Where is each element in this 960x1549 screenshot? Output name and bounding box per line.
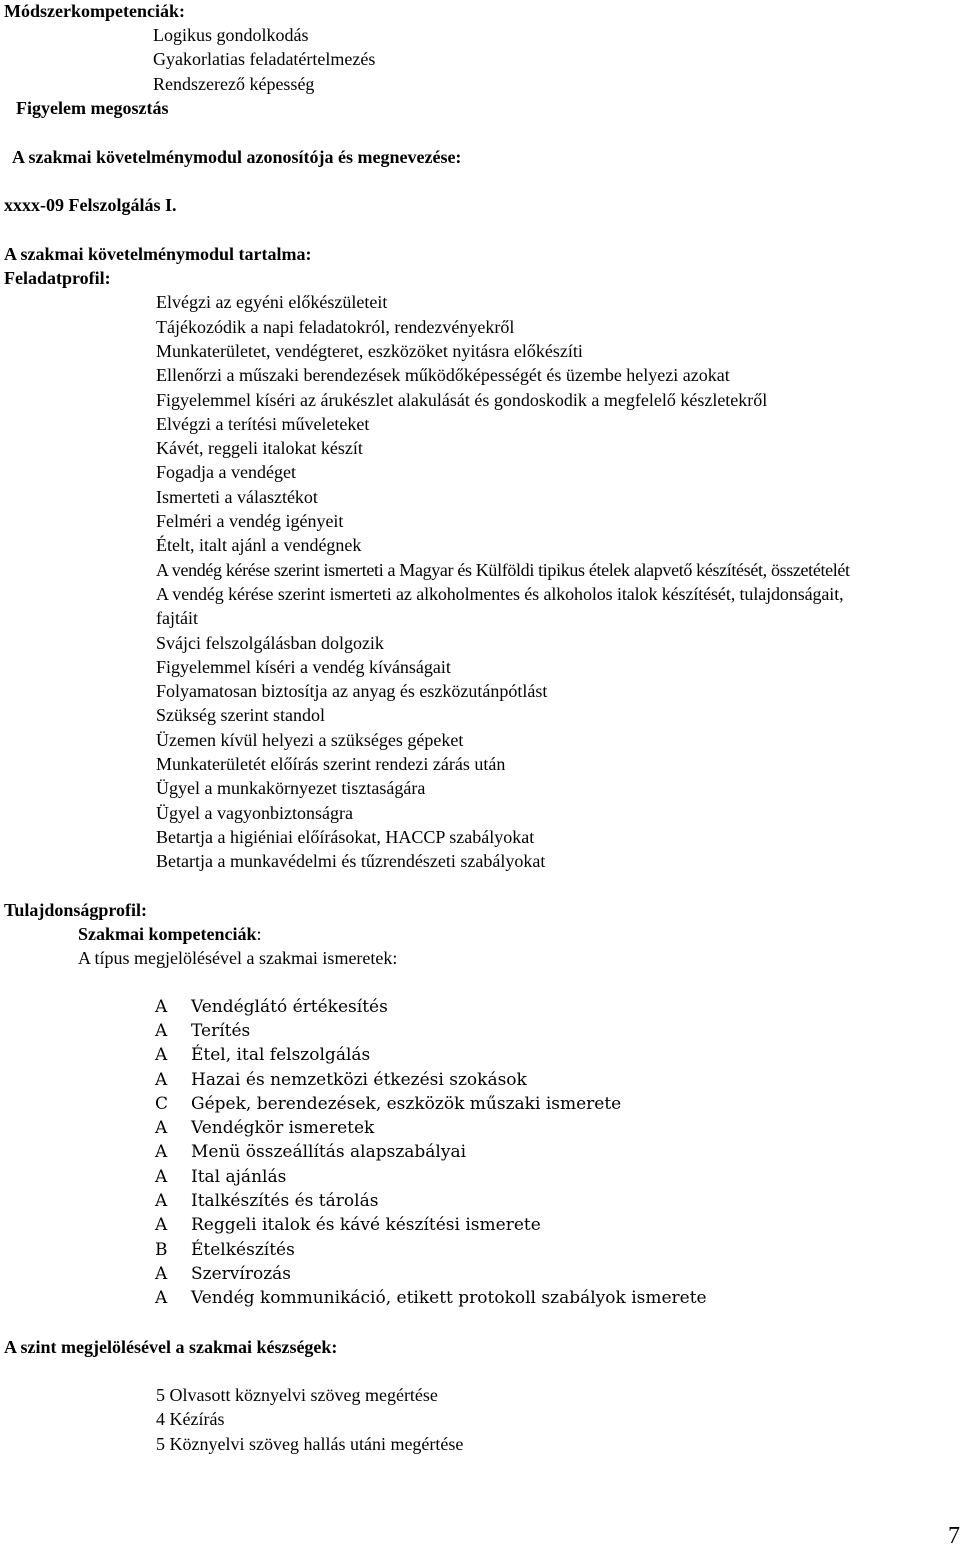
feladat-item: Folyamatosan biztosítja az anyag és eszközutánpótlást (156, 681, 548, 701)
ismeret-row (155, 1214, 541, 1236)
feladat-item: Elvégzi az egyéni előkészületeit (156, 292, 388, 312)
ismeret-row (155, 1239, 295, 1261)
feladat-item: Szükség szerint standol (156, 705, 325, 725)
keszseg-item: 5 Olvasott köznyelvi szöveg megértése (156, 1385, 438, 1405)
feladat-item: Figyelemmel kíséri a vendég kívánságait (156, 657, 451, 677)
feladat-item: Ételt, italt ajánl a vendégnek (156, 535, 362, 555)
ismeret-grade: A (155, 1167, 168, 1187)
ismeret-text: Szervírozás (191, 1264, 292, 1284)
ismeret-text: Hazai és nemzetközi étkezési szokások (191, 1070, 527, 1090)
tipus-heading: A típus megjelölésével a szakmai ismeretek: (78, 948, 398, 968)
keszseg-item: 5 Köznyelvi szöveg hallás utáni megértése (156, 1434, 464, 1454)
ismeret-row (155, 996, 388, 1018)
feladat-item: Munkaterületet, vendégteret, eszközöket nyitásra előkészíti (156, 341, 583, 361)
szakmai-kompetenciak-label: Szakmai kompetenciák (78, 924, 257, 944)
ismeret-row (155, 1263, 291, 1285)
ismeret-grade: B (155, 1240, 168, 1260)
modszer-item: Rendszerező képesség (153, 74, 315, 94)
feladat-item: Betartja a higiéniai előírásokat, HACCP szabályokat (156, 827, 535, 847)
modul-content-heading: A szakmai követelménymodul tartalma: (4, 244, 312, 264)
ismeret-text: Terítés (191, 1021, 251, 1041)
ismeret-row (155, 1044, 370, 1066)
feladat-item: Elvégzi a terítési műveleteket (156, 414, 370, 434)
modul-id-heading: A szakmai követelménymodul azonosítója és megnevezése: (12, 147, 462, 167)
modszer-extra: Figyelem megosztás (16, 98, 169, 118)
keszsegek-heading: A szint megjelölésével a szakmai készségek: (4, 1337, 338, 1357)
ismeret-text: Vendégkör ismeretek (191, 1118, 375, 1138)
ismeret-grade: A (155, 1191, 168, 1211)
modszer-item: Gyakorlatias feladatértelmezés (153, 49, 376, 69)
ismeret-text: Étel, ital felszolgálás (191, 1045, 371, 1065)
ismeret-grade: C (155, 1094, 169, 1114)
feladat-item: Munkaterületét előírás szerint rendezi zárás után (156, 754, 506, 774)
ismeret-text: Vendég kommunikáció, etikett protokoll szabályok ismerete (191, 1288, 707, 1308)
feladat-item: Tájékozódik a napi feladatokról, rendezvényekről (156, 317, 515, 337)
ismeret-grade: A (155, 1118, 168, 1138)
ismeret-row (155, 1020, 250, 1042)
ismeret-text: Vendéglátó értékesítés (191, 997, 388, 1017)
tulajdonsag-heading: Tulajdonságprofil: (4, 900, 148, 920)
feladat-item: Ügyel a vagyonbiztonságra (156, 803, 353, 823)
page-number: 7 (948, 1523, 960, 1549)
ismeret-row (155, 1166, 286, 1188)
ismeret-row (155, 1141, 466, 1163)
feladat-item: Ellenőrzi a műszaki berendezések működőképességét és üzembe helyezi azokat (156, 365, 730, 385)
keszseg-item: 4 Kézírás (156, 1409, 225, 1429)
ismeret-text: Italkészítés és tárolás (191, 1191, 379, 1211)
ismeret-grade: A (155, 1142, 168, 1162)
ismeret-text: Ital ajánlás (191, 1167, 287, 1187)
feladat-item: Felméri a vendég igényeit (156, 511, 344, 531)
modszer-item: Logikus gondolkodás (153, 25, 309, 45)
feladat-item: Ismerteti a választékot (156, 487, 318, 507)
szakmai-kompetenciak-heading (78, 923, 262, 945)
feladatprofil-heading: Feladatprofil: (4, 268, 111, 288)
feladat-item: A vendég kérése szerint ismerteti a Magyar és Külföldi tipikus ételek alapvető készítését, összetételét (156, 560, 850, 580)
feladat-item: Svájci felszolgálásban dolgozik (156, 633, 384, 653)
ismeret-grade: A (155, 1288, 168, 1308)
feladat-item: Fogadja a vendéget (156, 462, 296, 482)
feladat-item: A vendég kérése szerint ismerteti az alkoholmentes és alkoholos italok készítését, tulajdonságait, (156, 584, 844, 604)
ismeret-grade: A (155, 997, 168, 1017)
feladat-item: Ügyel a munkakörnyezet tisztaságára (156, 778, 426, 798)
szakmai-kompetenciak-colon: : (256, 924, 262, 944)
feladat-item: Kávét, reggeli italokat készít (156, 438, 363, 458)
ismeret-grade: A (155, 1070, 168, 1090)
ismeret-text: Gépek, berendezések, eszközök műszaki ismerete (191, 1094, 622, 1114)
modul-id-value: xxxx-09 Felszolgálás I. (4, 195, 177, 215)
ismeret-grade: A (155, 1264, 168, 1284)
modszer-heading: Módszerkompetenciák: (4, 1, 185, 21)
ismeret-text: Ételkészítés (191, 1240, 295, 1260)
ismeret-grade: A (155, 1021, 168, 1041)
ismeret-row (155, 1117, 374, 1139)
ismeret-row (155, 1190, 378, 1212)
feladat-item: fajtáit (156, 608, 198, 628)
feladat-item: Üzemen kívül helyezi a szükséges gépeket (156, 730, 464, 750)
ismeret-grade: A (155, 1215, 168, 1235)
ismeret-row (155, 1069, 527, 1091)
ismeret-grade: A (155, 1045, 168, 1065)
ismeret-row (155, 1287, 707, 1309)
feladat-item: Figyelemmel kíséri az árukészlet alakulását és gondoskodik a megfelelő készletekről (156, 390, 768, 410)
ismeret-row (155, 1093, 621, 1115)
feladat-item: Betartja a munkavédelmi és tűzrendészeti szabályokat (156, 851, 546, 871)
ismeret-text: Reggeli italok és kávé készítési ismerete (191, 1215, 541, 1235)
ismeret-text: Menü összeállítás alapszabályai (191, 1142, 467, 1162)
